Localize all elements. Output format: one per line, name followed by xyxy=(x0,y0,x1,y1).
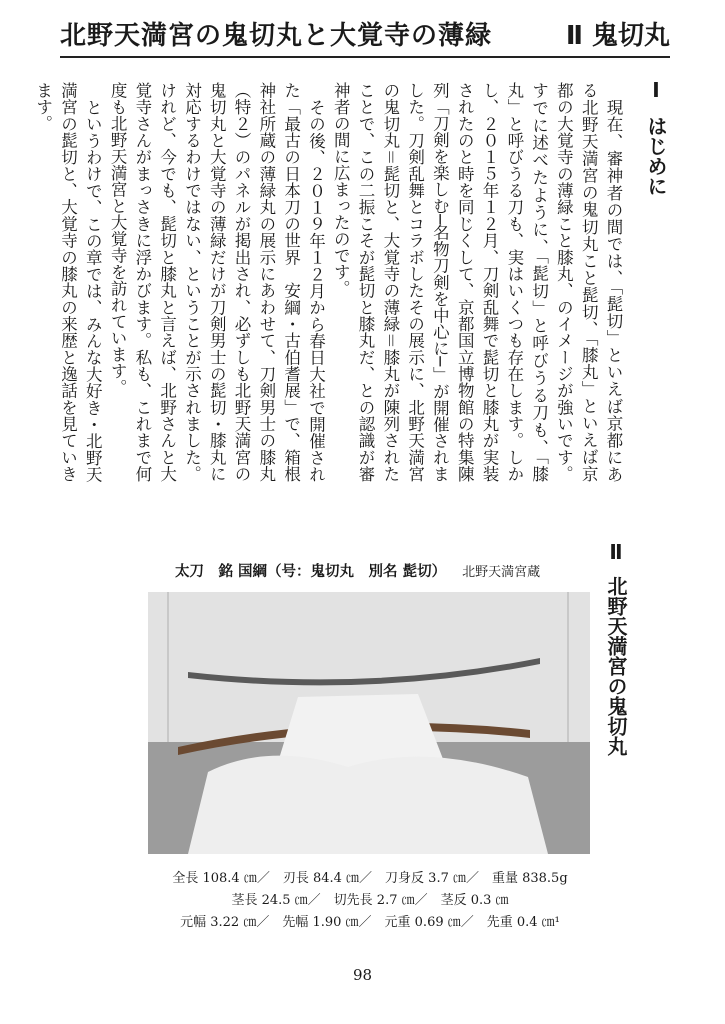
sword-photo-illustration xyxy=(148,592,590,854)
page-number: 98 xyxy=(352,966,373,984)
book-title: 北野天満宮の鬼切丸と大覚寺の薄緑 xyxy=(60,21,493,51)
paragraph: というわけで、この章では、みんな大好き・北野天満宮の髭切と、大覚寺の膝丸の来歴と逸話を見ていきます。 xyxy=(33,82,103,482)
page-header xyxy=(60,16,670,58)
body-text xyxy=(33,82,625,483)
section-heading-introduction xyxy=(639,78,673,258)
photo-caption xyxy=(175,560,585,581)
spec-line: 全長 108.4 ㎝／ 刃長 84.4 ㎝／ 刀身反 3.7 ㎝／ 重量 838.5g xyxy=(172,871,568,886)
section-title: はじめに xyxy=(644,116,668,196)
white-cloth-base xyxy=(188,756,548,854)
chapter-title: Ⅱ 鬼切丸 xyxy=(565,21,670,51)
sword-name: 太刀 銘 国綱（号：鬼切丸 別名 髭切） xyxy=(175,563,447,580)
spec-line: 茎長 24.5 ㎝／ 切先長 2.7 ㎝／ 茎反 0.3 ㎝ xyxy=(231,893,509,908)
section-heading-onikirimaru xyxy=(599,540,633,780)
sword-photo xyxy=(148,592,590,854)
paragraph: その後、２０１９年１２月から春日大社で開催された「最古の日本刀の世界 安綱・古伯耆展」で、箱根神社所蔵の薄緑丸の展示にあわせて、刀剣男士の膝丸（特２）のパネルが掲出され、必ずしも北野天満宮の鬼切丸と大覚寺の薄緑だけが刀剣男士の髭切・膝丸に対応するわけではない、ということが示されました。けれど、今でも、髭切と膝丸と言えば、北野さんと大覚寺さんがまっさきに浮かびます。私も、これまで何度も北野天満宮と大覚寺を訪れています。 xyxy=(108,82,326,482)
spec-line: 元幅 3.22 ㎝／ 先幅 1.90 ㎝／ 元重 0.69 ㎝／ 先重 0.4 ㎝¹ xyxy=(180,915,560,930)
paragraph: 現在、審神者の間では、「髭切」といえば京都にある北野天満宮の鬼切丸こと髭切、「膝丸」といえば京都の大覚寺の薄緑こと膝丸、のイメージが強いです。すでに述べたように、「髭切」と呼びうる刀も、「膝丸」と呼びうる刀も、実はいくつも存在します。しかし、２０１５年１２月、刀剣乱舞で髭切と膝丸が実装されたのと時を同じくして、京都国立博物館の特集陳列「刀剣を楽しむ─名物刀剣を中心に─」が開催されました。刀剣乱舞とコラボしたその展示に、北野天満宮の鬼切丸＝髭切と、大覚寺の薄緑＝膝丸が陳列されたことで、この二振こそが髭切と膝丸だ、との認識が審神者の間に広まったのです。 xyxy=(331,82,623,483)
section-number: Ⅱ xyxy=(604,540,628,564)
section-title: 北野天満宮の鬼切丸 xyxy=(604,576,628,756)
section-number: Ⅰ xyxy=(644,78,668,102)
sword-owner: 北野天満宮蔵 xyxy=(462,565,541,580)
sword-specifications xyxy=(150,868,590,934)
